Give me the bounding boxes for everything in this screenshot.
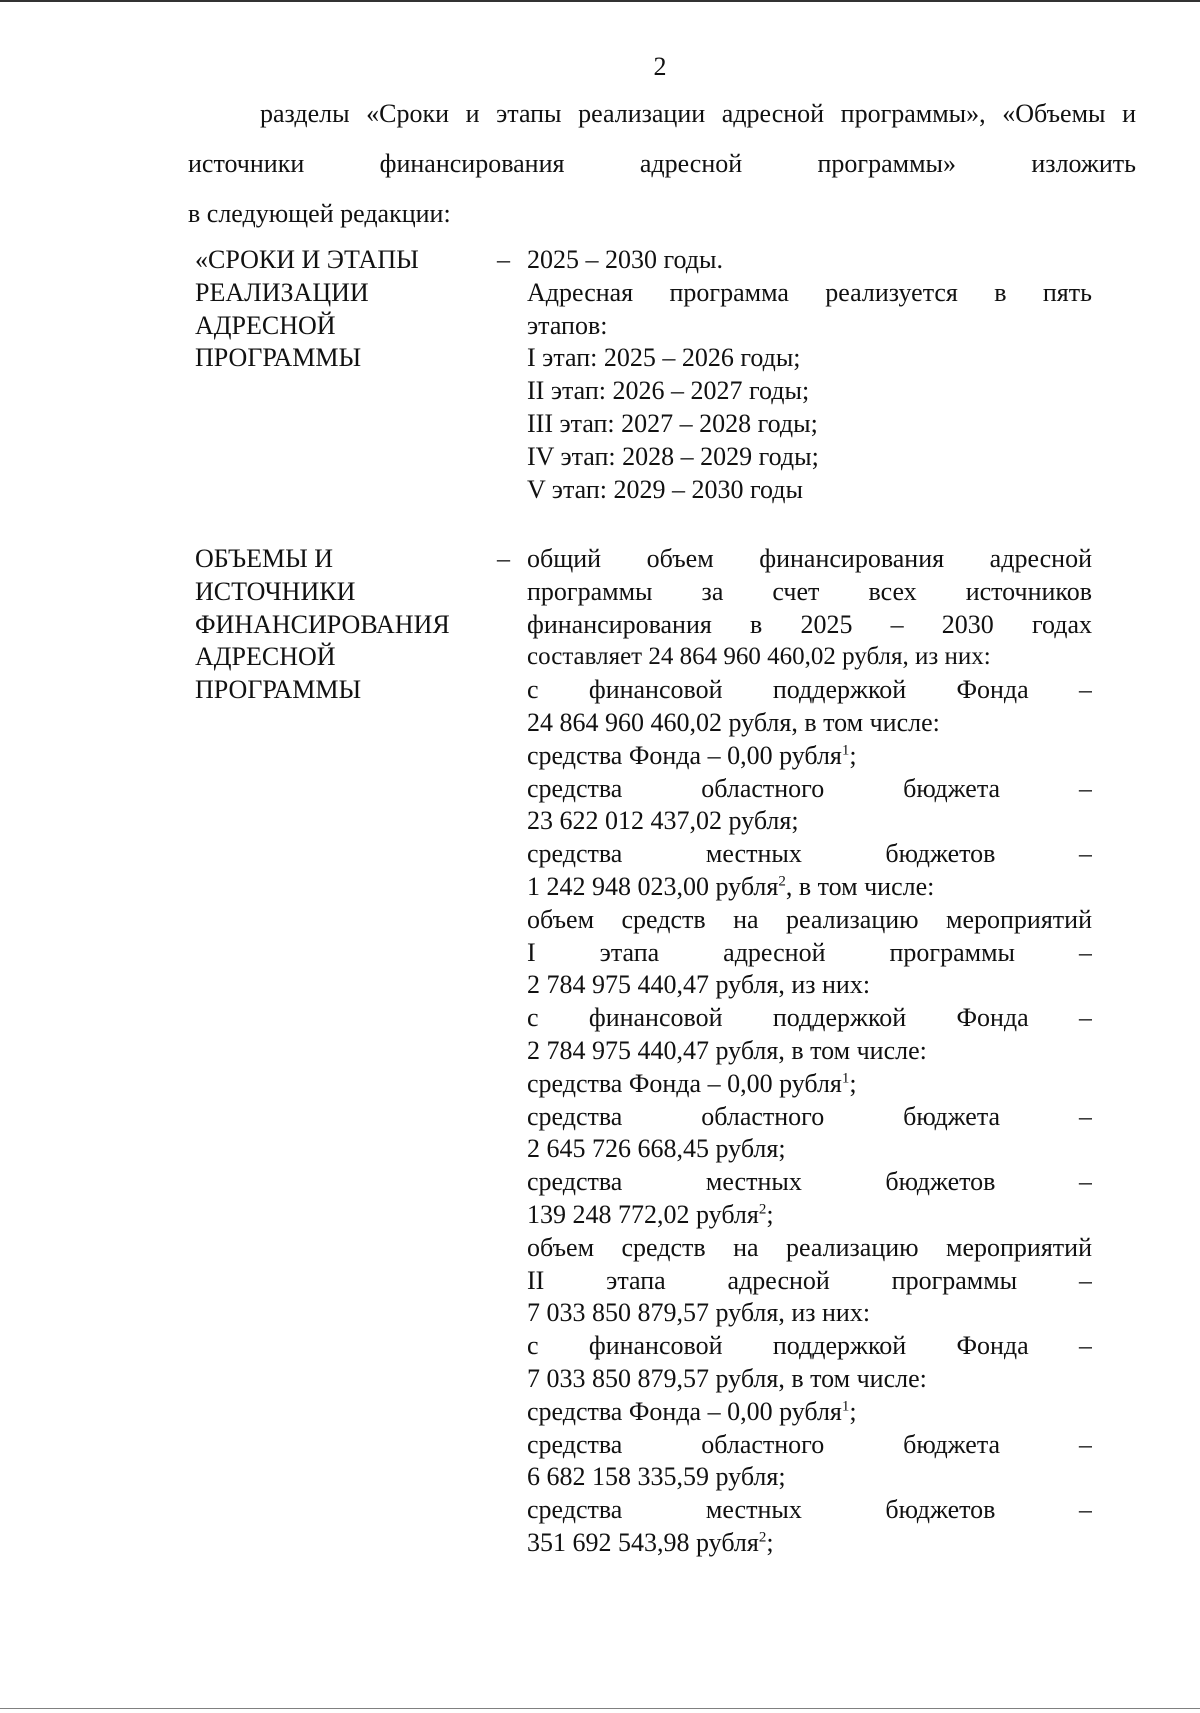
- section-2-line: объем средств на реализацию мероприятий: [527, 1232, 1092, 1262]
- section-2-line: 7 033 850 879,57 рубля, в том числе:: [527, 1363, 927, 1393]
- section-2-label-line: ИСТОЧНИКИ: [195, 576, 356, 606]
- section-2-line: общий объем финансирования адресной: [527, 544, 1092, 573]
- section-2-line: [527, 740, 1092, 773]
- scan-top-edge: [0, 0, 1200, 2]
- intro-line-1: разделы «Сроки и этапы реализации адресной программы», «Объемы и: [260, 99, 1136, 128]
- punctuation: ;: [849, 1396, 857, 1426]
- section-2-line: [527, 1068, 1092, 1101]
- section-terms-stages: [195, 244, 1095, 514]
- section-1-dash: –: [497, 245, 510, 274]
- footnote-mark-2: 2: [778, 873, 786, 890]
- section-2-line: средства местных бюджетов –: [527, 1495, 1092, 1525]
- local-amount-text: 1 242 948 023,00 рубля: [527, 871, 779, 901]
- section-2-line: средства областного бюджета –: [527, 773, 1092, 803]
- footnote-mark-1: 1: [841, 1398, 850, 1415]
- section-2-line: [527, 871, 1092, 904]
- fund-amount-text: средства Фонда – 0,00 рубля: [527, 1396, 842, 1426]
- section-2-line: [527, 1527, 1092, 1560]
- section-2-line: 24 864 960 460,02 рубля, в том числе:: [527, 707, 940, 737]
- section-2-line: финансирования в 2025 – 2030 годах: [527, 609, 1092, 639]
- punctuation: ;: [766, 1527, 774, 1557]
- footnote-mark-1: 1: [841, 742, 850, 759]
- punctuation: , в том числе:: [785, 871, 935, 901]
- footnote-mark-2: 2: [758, 1201, 767, 1218]
- footnote-mark-1: 1: [841, 1070, 850, 1087]
- section-2-line: с финансовой поддержкой Фонда –: [527, 1003, 1092, 1033]
- section-2-content: [527, 543, 1092, 1560]
- section-2-line: средства местных бюджетов –: [527, 839, 1092, 869]
- section-2-line: 2 645 726 668,45 рубля;: [527, 1134, 786, 1164]
- section-2-line: [527, 1396, 1092, 1429]
- section-2-line: 23 622 012 437,02 рубля;: [527, 806, 799, 836]
- section-2-line: I этапа адресной программы –: [527, 937, 1092, 967]
- intro-paragraph: [188, 96, 1136, 246]
- section-2-line: с финансовой поддержкой Фонда –: [527, 1331, 1092, 1361]
- section-1-line: этапов:: [527, 310, 608, 340]
- section-1-label-line: АДРЕСНОЙ: [195, 310, 336, 340]
- section-1-label-line: РЕАЛИЗАЦИИ: [195, 277, 369, 307]
- section-1-line: III этап: 2027 – 2028 годы;: [527, 408, 818, 438]
- section-1-line: IV этап: 2028 – 2029 годы;: [527, 441, 819, 471]
- section-1-line: Адресная программа реализуется в пять: [527, 277, 1092, 307]
- footnote-mark-2: 2: [758, 1529, 767, 1546]
- section-2-line: 6 682 158 335,59 рубля;: [527, 1462, 786, 1492]
- section-2-line: 7 033 850 879,57 рубля, из них:: [527, 1298, 871, 1328]
- section-2-line: составляет 24 864 960 460,02 рубля, из них:: [527, 643, 991, 671]
- section-funding-volumes: [195, 543, 1095, 1663]
- section-1-line: 2025 – 2030 годы.: [527, 245, 723, 274]
- section-1-line: I этап: 2025 – 2026 годы;: [527, 343, 801, 373]
- section-2-line: средства местных бюджетов –: [527, 1167, 1092, 1197]
- punctuation: ;: [766, 1199, 774, 1229]
- section-2-dash: –: [497, 544, 510, 573]
- fund-amount-text: средства Фонда – 0,00 рубля: [527, 1068, 842, 1098]
- section-2-line: II этапа адресной программы –: [527, 1265, 1092, 1295]
- section-2-line: [527, 1199, 1092, 1232]
- section-1-label-line: ПРОГРАММЫ: [195, 343, 362, 373]
- section-2-label-line: ПРОГРАММЫ: [195, 675, 362, 705]
- intro-line-3: в следующей редакции:: [188, 199, 451, 228]
- section-2-line: 2 784 975 440,47 рубля, из них:: [527, 970, 871, 1000]
- fund-amount-text: средства Фонда – 0,00 рубля: [527, 740, 842, 770]
- section-2-line: средства областного бюджета –: [527, 1429, 1092, 1459]
- section-2-label-line: АДРЕСНОЙ: [195, 642, 336, 672]
- section-2-line: программы за счет всех источников: [527, 576, 1092, 606]
- local-amount-text: 351 692 543,98 рубля: [527, 1527, 759, 1557]
- section-2-label-line: ОБЪЕМЫ И: [195, 544, 334, 573]
- local-amount-text: 139 248 772,02 рубля: [527, 1199, 759, 1229]
- section-1-content: [527, 244, 1092, 506]
- punctuation: ;: [849, 740, 857, 770]
- section-1-label: [195, 244, 475, 375]
- page-number: 2: [653, 52, 667, 81]
- section-2-line: с финансовой поддержкой Фонда –: [527, 675, 1092, 705]
- intro-line-2: источники финансирования адресной программы» изложить: [188, 149, 1136, 178]
- section-2-label-line: ФИНАНСИРОВАНИЯ: [195, 609, 450, 639]
- section-1-line: V этап: 2029 – 2030 годы: [527, 474, 803, 504]
- section-1-label-line: «СРОКИ И ЭТАПЫ: [195, 245, 419, 274]
- section-2-label: [195, 543, 475, 707]
- section-2-line: 2 784 975 440,47 рубля, в том числе:: [527, 1035, 927, 1065]
- section-2-line: объем средств на реализацию мероприятий: [527, 904, 1092, 934]
- scan-bottom-edge: [0, 1708, 1200, 1709]
- section-1-line: II этап: 2026 – 2027 годы;: [527, 376, 810, 406]
- punctuation: ;: [849, 1068, 857, 1098]
- section-2-line: средства областного бюджета –: [527, 1101, 1092, 1131]
